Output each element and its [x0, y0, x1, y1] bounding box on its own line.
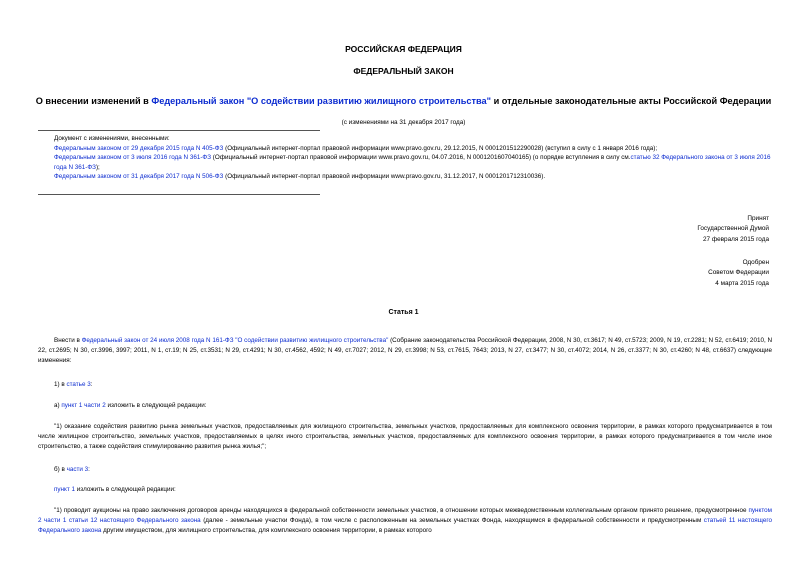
changes-top-divider [38, 130, 320, 131]
article-3-link[interactable]: статье 3 [66, 381, 91, 388]
article-11-link[interactable]: статьей 11 настоящего Федерального закона [38, 517, 772, 535]
title-prefix: О внесении изменений в [35, 96, 152, 106]
changes-list [38, 134, 772, 182]
law-type-heading: ФЕДЕРАЛЬНЫЙ ЗАКОН [353, 66, 454, 76]
article-32-link[interactable]: статью 32 Федерального закона от 3 июля 2016 года N 361-ФЗ [54, 154, 771, 171]
accepted-block: Принят Государственной Думой 27 февраля 2015 года [697, 215, 769, 243]
paragraph-intro: Внести в Федеральный закон от 24 июля 2008 года N 161-ФЗ "О содействии развитию жилищного строительства" (Собрание законодательства Российской Федерации, 2008, N 30, ст.3617; N 49, ст.5723; 2009, N 19, ст.2281; N 52, ст.6419; 2010, N 22, ст.2695; N 30, ст.3996, 3997; 2011, N 1, ст.19; N 25, ст.3531; N 29, ст.4291; N 30, ст.4562, 4592; N 49, ст.7027; 2012, N 29, ст.3998; N 53, ст.7615, 7643; 2013, N 27, ст.3477; N 30, ст.4072; 2014, N 26, ст.3377; N 30, ст.4260; N 48, ст.6637) следующие изменения: [38, 337, 772, 365]
paragraph-quote-2: "1) проводит аукционы на право заключения договоров аренды находящихся в федеральной собственности земельных участков, в отношении которых межведомственным коллегиальным органом принято решение, предусмотренное пунктом 2 части 1 статьи 12 настоящего Федерального закона (далее - земельные участки Фонда), в том числе с расположенным на земельных участках Фонда, находящимся в федеральной собственности и предусмотренным статьей 11 настоящего Федерального закона другим имуществом, для жилищного строительства, для комплексного освоения территории, в рамках которого [38, 507, 772, 535]
part-3-link[interactable]: части 3 [66, 466, 89, 473]
part-2-point-1-link[interactable]: пункт 1 части 2 [61, 402, 106, 409]
amendment-link-361[interactable]: Федеральным законом от 3 июля 2016 года N 361-ФЗ [54, 154, 212, 162]
country-heading: РОССИЙСКАЯ ФЕДЕРАЦИЯ [345, 44, 462, 54]
amendment-link-405[interactable]: Федеральным законом от 29 декабря 2015 года N 405-ФЗ [54, 144, 224, 152]
paragraph-item-a: а) пункт 1 части 2 изложить в следующей редакции: [54, 402, 207, 409]
changes-heading: Документ с изменениями, внесенными: [54, 135, 170, 142]
article-12-link[interactable]: пунктом 2 части 1 статьи 12 настоящего Федерального закона [38, 507, 772, 525]
law-161-link[interactable]: Федеральный закон от 24 июля 2008 года N 161-ФЗ "О содействии развитию жилищного строительства" [81, 337, 389, 344]
amendment-link-506[interactable]: Федеральным законом от 31 декабря 2017 года N 506-ФЗ [54, 173, 224, 181]
changes-bottom-divider [38, 194, 320, 195]
title-law-link[interactable]: Федеральный закон "О содействии развитию жилищного строительства" [151, 96, 492, 106]
law-title [0, 96, 807, 106]
paragraph-item-1: 1) в статье 3: [54, 381, 93, 388]
approved-block: Одобрен Советом Федерации 4 марта 2015 года [708, 259, 769, 287]
point-1-link[interactable]: пункт 1 [54, 486, 75, 493]
article-heading: Статья 1 [388, 309, 419, 316]
paragraph-quote-1: "1) оказание содействия развитию рынка земельных участков, предоставляемых для жилищного строительства, земельных участков, предоставляемых для комплексного освоения территории, в рамках которого предусматривается в том числе жилищное строительство, земельных участков, предоставляемых в целях иного строительства, земельных участков, предоставляемых для комплексного освоения территории, в рамках которого предусматривается в том числе иное строительство, а также содействия стимулированию развития рынка жилья;"; [38, 423, 772, 451]
paragraph-point-1: пункт 1 изложить в следующей редакции: [54, 486, 176, 493]
paragraph-item-b: б) в части 3: [54, 466, 90, 473]
title-suffix: и отдельные законодательные акты Российской Федерации [491, 96, 772, 106]
changes-item-2: Федеральным законом от 3 июля 2016 года N 361-ФЗ (Официальный интернет-портал правовой информации www.pravo.gov.ru, 04.07.2016, N 0001201607040165) (о порядке вступления в силу см.статью 32 Федерального закона от 3 июля 2016 года N 361-ФЗ); [54, 154, 771, 171]
changes-item-1: Федеральным законом от 29 декабря 2015 года N 405-ФЗ (Официальный интернет-портал правовой информации www.pravo.gov.ru, 29.12.2015, N 0001201512290028) (вступил в силу с 1 января 2016 года); [54, 144, 658, 152]
changes-item-3: Федеральным законом от 31 декабря 2017 года N 506-ФЗ (Официальный интернет-портал правовой информации www.pravo.gov.ru, 31.12.2017, N 0001201712310036). [54, 173, 546, 181]
changes-date-note: (с изменениями на 31 декабря 2017 года) [341, 119, 466, 126]
